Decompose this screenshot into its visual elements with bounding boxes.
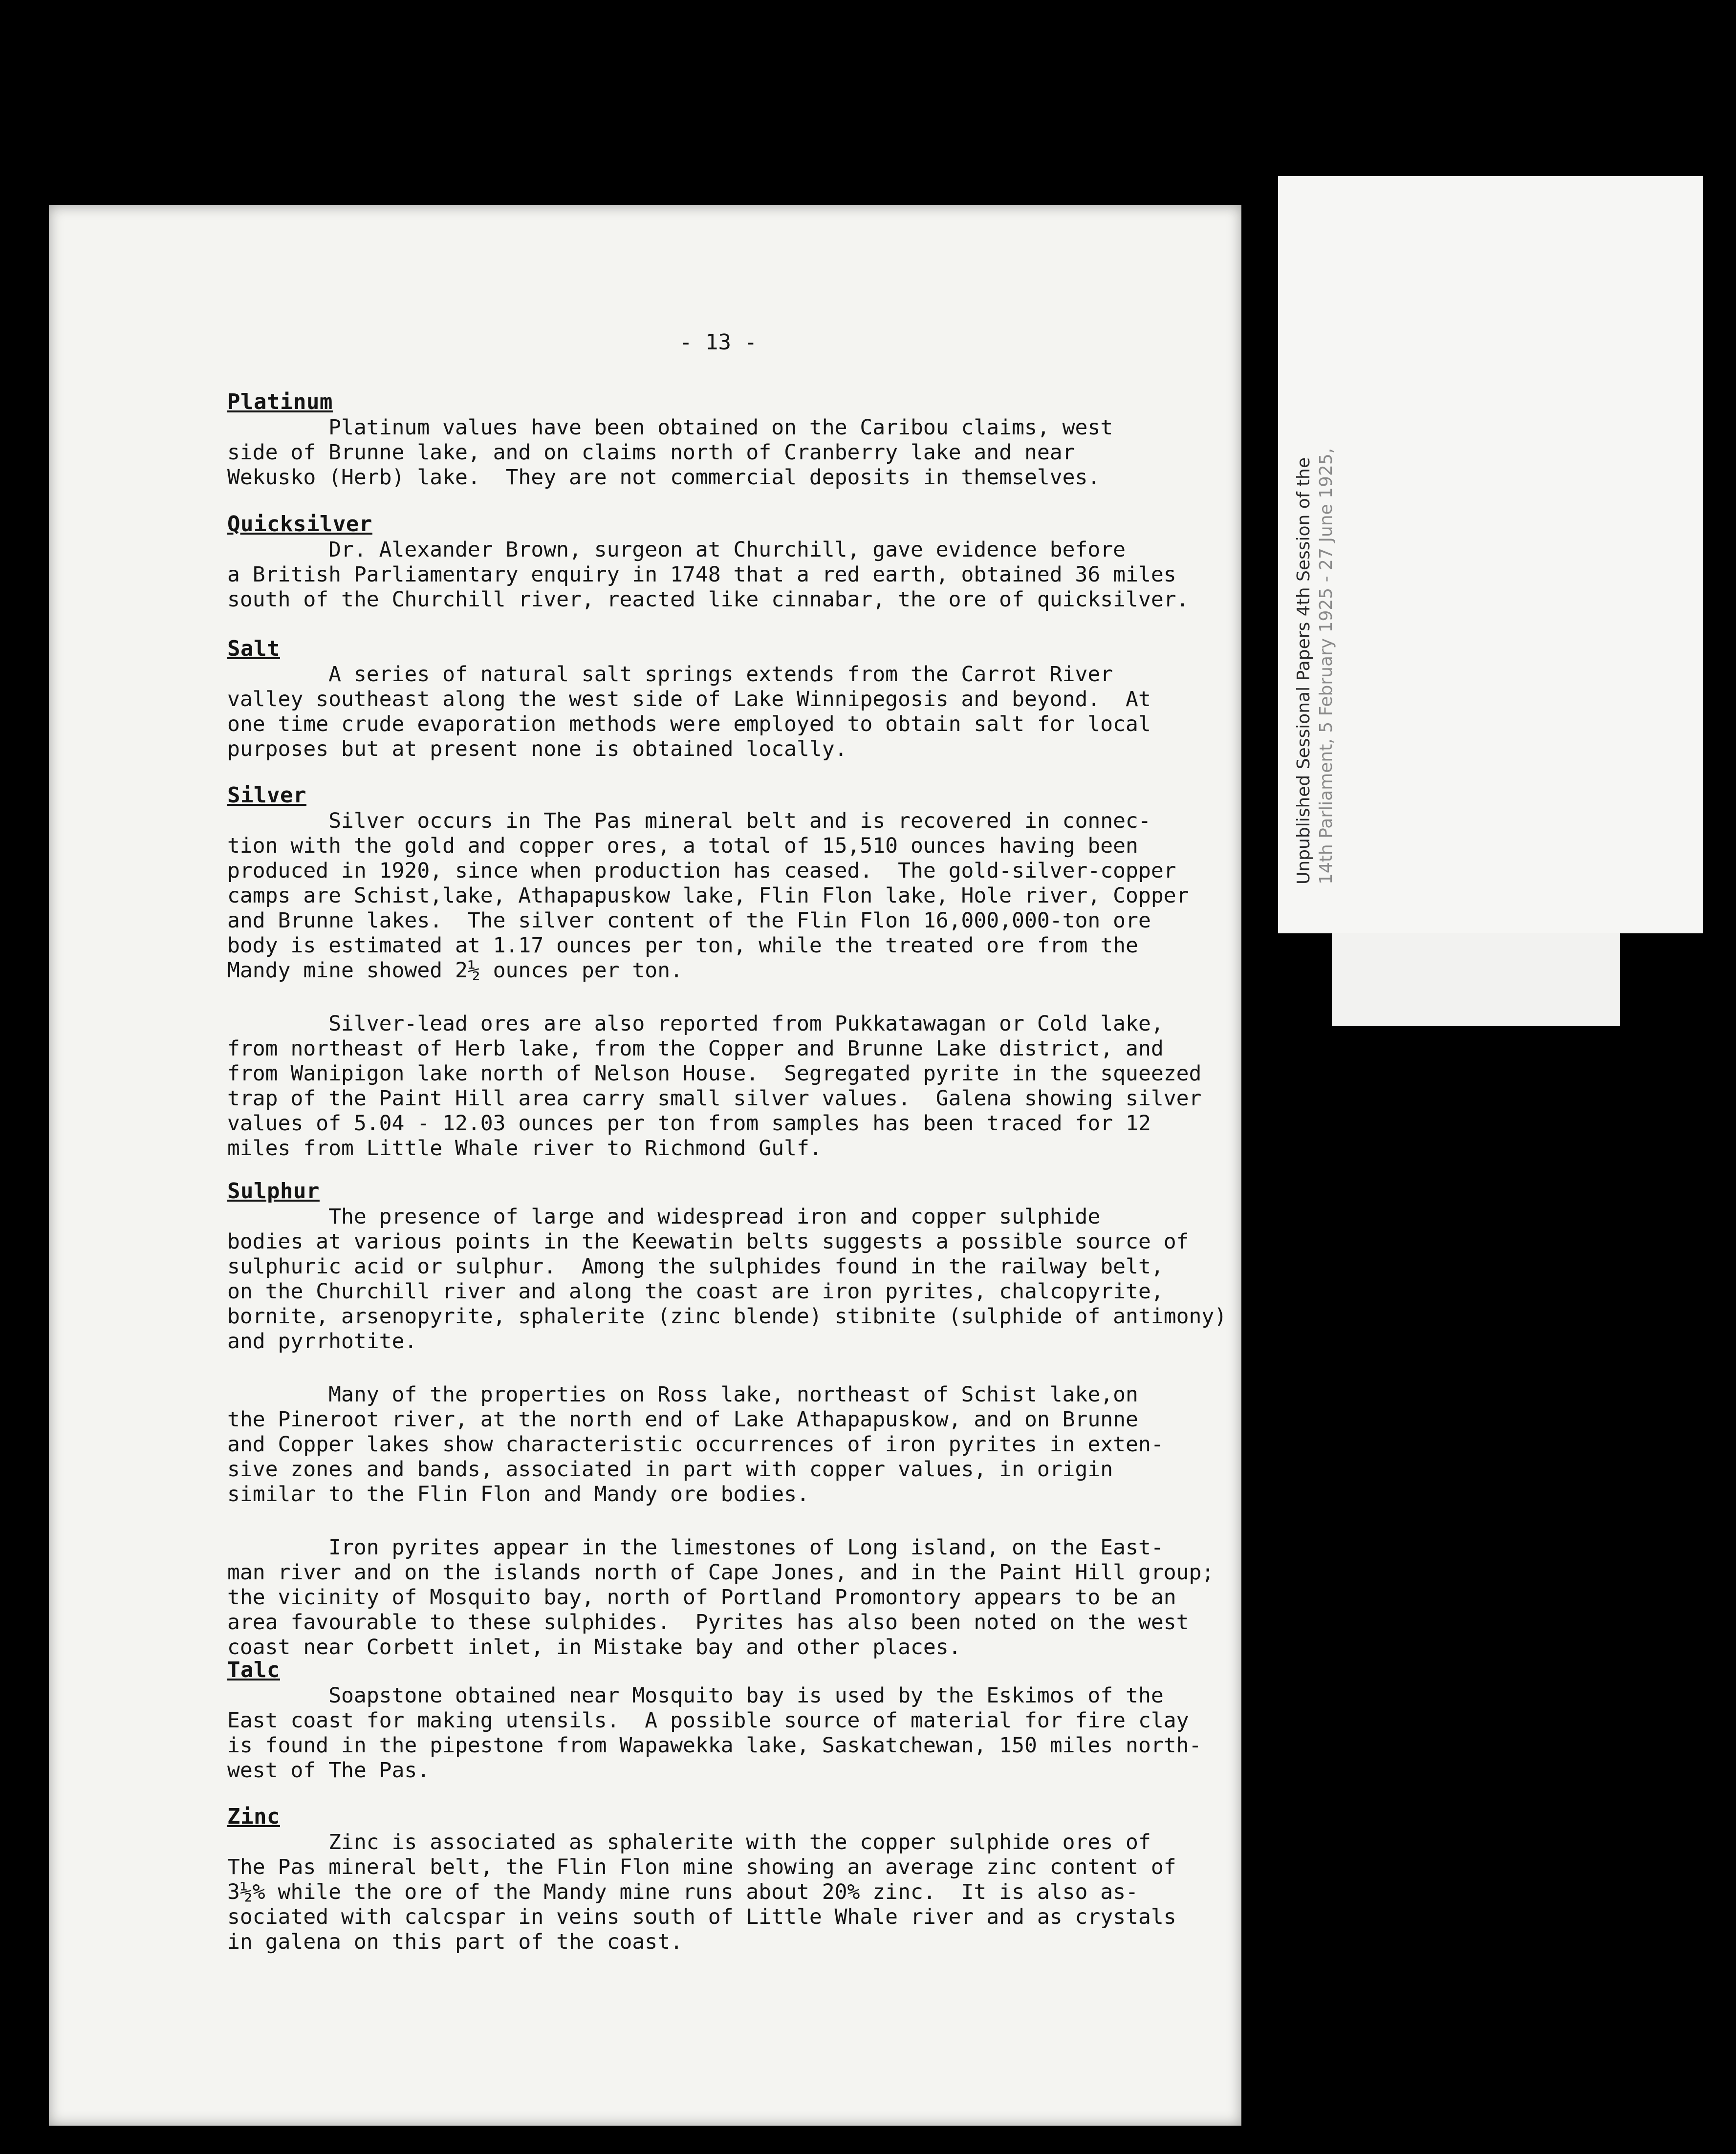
section-heading: Salt xyxy=(227,636,280,661)
section-heading: Quicksilver xyxy=(227,512,372,537)
section-quicksilver xyxy=(227,511,1200,612)
document-page xyxy=(49,205,1241,2126)
slip-caption-line2: 14th Parliament, 5 February 1925 - 27 June 1925, xyxy=(1316,448,1336,884)
section-heading: Zinc xyxy=(227,1804,280,1829)
page-number: - 13 - xyxy=(679,330,757,355)
slip-paper xyxy=(1278,176,1703,933)
section-sulphur xyxy=(227,1178,1227,1660)
section-paragraph: Iron pyrites appear in the limestones of Long island, on the East- man river and on the islands north of Cape Jones, and in the Paint Hill group; the vicinity of Mosquito bay, north of Portland Promontory appears to be an area favourable to these sulphides. Pyrites has also been noted on the west coast near Corbett inlet, in Mistake bay and other places. xyxy=(227,1535,1215,1659)
section-paragraph: Dr. Alexander Brown, surgeon at Churchill, gave evidence before a British Parliamentary enquiry in 1748 that a red earth, obtained 36 miles south of the Churchill river, reacted like cinnabar, the ore of quicksilver. xyxy=(227,538,1189,612)
section-salt xyxy=(227,635,1200,762)
section-paragraph: Silver-lead ores are also reported from Pukkatawagan or Cold lake, from northeast of Herb lake, from the Copper and Brunne Lake district, and from Wanipigon lake north of Nelson House. Segregated pyrite in the squeezed trap of the Paint Hill area carry small silver values. Galena showing silver values of 5.04 - 12.03 ounces per ton from samples has been traced for 12 miles from Little Whale river to Richmond Gulf. xyxy=(227,1012,1202,1161)
section-paragraph: Platinum values have been obtained on the Caribou claims, west side of Brunne lake, and on claims north of Cranberry lake and near Wekusko (Herb) lake. They are not commercial deposits in themselves. xyxy=(227,415,1113,490)
slip-caption xyxy=(1293,235,1338,884)
archive-slip xyxy=(1278,176,1736,1036)
section-paragraph: Zinc is associated as sphalerite with the copper sulphide ores of The Pas mineral belt, the Flin Flon mine showing an average zinc content of 3½% while the ore of the Mandy mine runs about 20% zinc. It is also as- sociated with calcspar in veins south of Little Whale river and as crystals in galena on this part of the coast. xyxy=(227,1830,1176,1954)
section-heading: Platinum xyxy=(227,389,333,414)
section-heading: Silver xyxy=(227,783,306,808)
section-zinc xyxy=(227,1803,1200,1955)
section-paragraph: Many of the properties on Ross lake, northeast of Schist lake,on the Pineroot river, at the north end of Lake Athapapuskow, and on Brunne and Copper lakes show characteristic occurrences of iron pyrites in exten- sive zones and bands, associated in part with copper values, in origin similar to the Flin Flon and Mandy ore bodies. xyxy=(227,1382,1164,1507)
slip-body xyxy=(1278,176,1708,933)
section-heading: Talc xyxy=(227,1658,280,1682)
section-paragraph: Silver occurs in The Pas mineral belt and is recovered in connec- tion with the gold and copper ores, a total of 15,510 ounces having been produced in 1920, since when production has ceased. The gold-silver-copper camps are Schist,lake, Athapapuskow lake, Flin Flon lake, Hole river, Copper and Brunne lakes. The silver content of the Flin Flon 16,000,000-ton ore body is estimated at 1.17 ounces per ton, while the treated ore from the Mandy mine showed 2½ ounces per ton. xyxy=(227,809,1189,983)
section-paragraph: A series of natural salt springs extends from the Carrot River valley southeast along the west side of Lake Winnipegosis and beyond. At one time crude evaporation methods were employed to obtain salt for local purposes but at present none is obtained locally. xyxy=(227,662,1151,761)
section-platinum xyxy=(227,388,1200,490)
section-paragraph: Soapstone obtained near Mosquito bay is used by the Eskimos of the East coast for making utensils. A possible source of material for fire clay is found in the pipestone from Wapawekka lake, Saskatchewan, 150 miles north- west of The Pas. xyxy=(227,1683,1202,1783)
section-heading: Sulphur xyxy=(227,1179,320,1204)
slip-caption-line1: Unpublished Sessional Papers 4th Session of the xyxy=(1294,457,1314,884)
section-talc xyxy=(227,1657,1200,1783)
section-silver xyxy=(227,782,1200,1161)
section-paragraph: The presence of large and widespread iron and copper sulphide bodies at various points in the Keewatin belts suggests a possible source of sulphuric acid or sulphur. Among the sulphides found in the railway belt, on the Churchill river and along the coast are iron pyrites, chalcopyrite, bornite, arsenopyrite, sphalerite (zinc blende) stibnite (sulphide of antimony) and pyrrhotite. xyxy=(227,1205,1227,1354)
